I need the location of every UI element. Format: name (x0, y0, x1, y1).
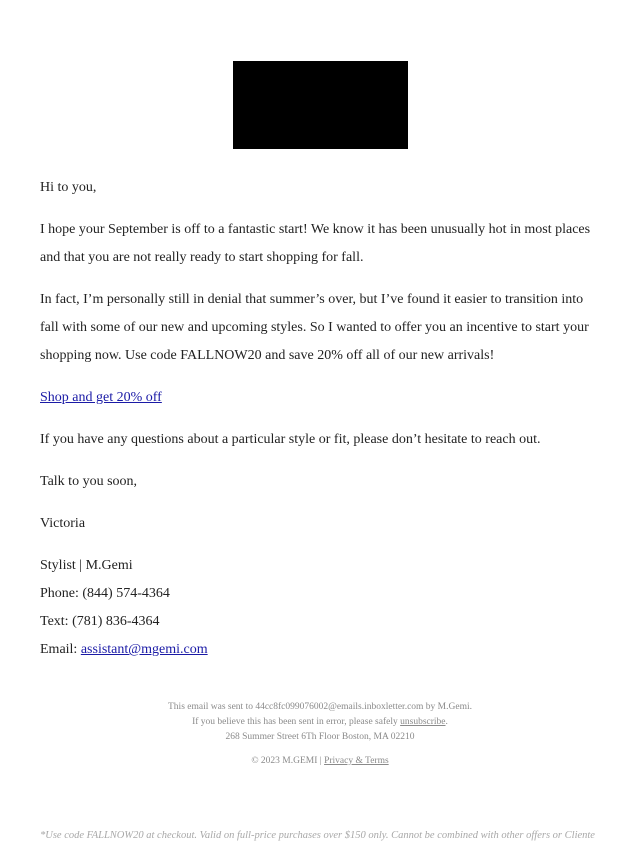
body-paragraph-intro: I hope your September is off to a fantastic start! We know it has been unusually hot in most places and that you are not really ready to start shopping for fall. (40, 222, 591, 265)
footer-error-prefix: If you believe this has been sent in error, please safely (192, 717, 401, 727)
footer-sent-to: This email was sent to 44cc8fc099076002@emails.inboxletter.com by M.Gemi. (168, 702, 472, 712)
signer-name: Victoria (40, 516, 86, 531)
privacy-terms-link[interactable]: Privacy & Terms (324, 756, 389, 766)
body-paragraph-questions: If you have any questions about a particular style or fit, please don’t hesitate to reach out. (40, 432, 541, 447)
brand-logo-image (233, 61, 408, 149)
signature-email-link[interactable]: assistant@mgemi.com (80, 642, 208, 657)
greeting: Hi to you, (40, 180, 97, 195)
footer-separator: | (317, 756, 325, 766)
shop-cta-link[interactable]: Shop and get 20% off (40, 390, 162, 405)
unsubscribe-link[interactable]: unsubscribe (400, 717, 446, 727)
closing-line: Talk to you soon, (40, 474, 138, 489)
signature-text: Text: (781) 836-4364 (40, 614, 160, 629)
footer-address: 268 Summer Street 6Th Floor Boston, MA 02210 (225, 732, 415, 742)
copyright-text: © 2023 M.GEMI (251, 756, 318, 766)
signature-email-label: Email: (40, 642, 81, 657)
signature-email (40, 636, 600, 664)
body-paragraph-offer: In fact, I’m personally still in denial that summer’s over, but I’ve found it easier to transition into fall with some of our new and upcoming styles. So I wanted to offer you an incentive to start your shopping now. Use code FALLNOW20 and save 20% off all of our new arrivals! (40, 292, 589, 363)
cta-paragraph (40, 384, 600, 412)
offer-disclaimer: *Use code FALLNOW20 at checkout. Valid on full-price purchases over $150 only. Cannot be combined with other offers or Cliente (40, 830, 595, 841)
signature-title: Stylist | M.Gemi (40, 558, 133, 573)
footer-error-suffix: . (445, 717, 448, 727)
signature-block (40, 552, 600, 664)
email-body (40, 174, 600, 664)
footer-copyright-line (0, 754, 640, 769)
footer-error-line (0, 715, 640, 730)
signature-phone: Phone: (844) 574-4364 (40, 586, 170, 601)
email-footer (0, 700, 640, 769)
